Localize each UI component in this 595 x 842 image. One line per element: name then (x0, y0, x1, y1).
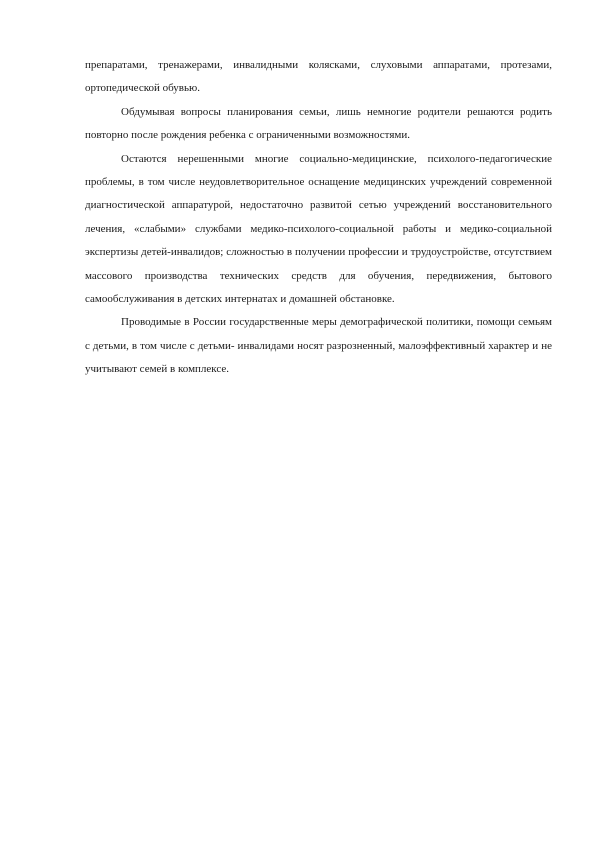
paragraph-continuation: препаратами, тренажерами, инвалидными колясками, слуховыми аппаратами, протезами, ортопедической обувью. (85, 59, 552, 95)
paragraph-family-planning: Обдумывая вопросы планирования семьи, лишь немногие родители решаются родить повторно после рождения ребенка с ограниченными возможностями. (85, 105, 552, 142)
paragraph-unresolved-problems: Остаются нерешенными многие социально-медицинские, психолого-педагогические проблемы, в том числе неудовлетворительное оснащение медицинских учреждений современной диагностической аппаратурой, недостаточно развитой сетью учреждений восстановительного лечения, «слабыми» службами медико-психолого-социальной работы и медико-социальной экспертизы детей-инвалидов; сложностью в получении профессии и трудоустройстве, отсутствием массового производства технических средств для обучения, передвижения, бытового самообслуживания в детских интернатах и домашней обстановке. (85, 152, 552, 306)
body-text (85, 54, 552, 382)
paragraph-state-policy: Проводимые в России государственные меры демографической политики, помощи семьям с детьми, в том числе с детьми- инвалидами носят разрозненный, малоэффективный характер и не учитывают семей в комплексе. (85, 316, 552, 376)
